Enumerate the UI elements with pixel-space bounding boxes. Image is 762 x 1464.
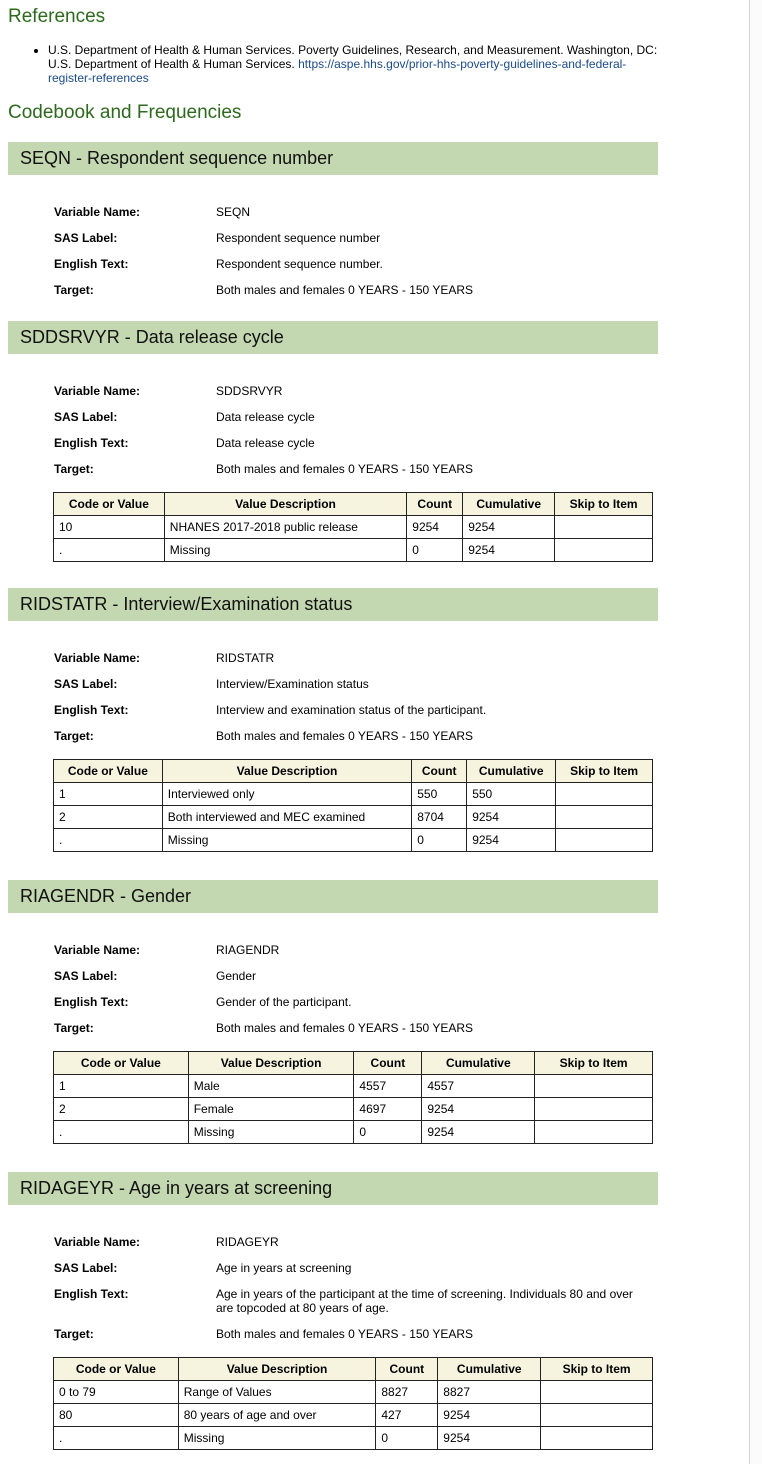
table-header-row [54,1358,653,1381]
english-text-value: Respondent sequence number. [216,257,383,271]
english-text-label: English Text: [54,1287,129,1301]
header-skip: Skip to Item [535,1052,653,1075]
cell-code: . [54,1427,179,1450]
english-text-value: Gender of the participant. [216,995,352,1009]
table-row [54,1427,653,1450]
variable-name-label: Variable Name: [54,205,141,219]
cell-skip [535,1121,653,1144]
cell-cumulative: 9254 [438,1427,541,1450]
cell-skip [541,1381,653,1404]
cell-code: . [54,829,163,852]
cell-skip [541,1404,653,1427]
cell-description: Both interviewed and MEC examined [162,806,411,829]
sas-label-value: Gender [216,969,257,983]
header-code: Code or Value [54,1358,179,1381]
table-row [54,806,653,829]
sas-label-value: Data release cycle [216,410,315,424]
sas-label-label: SAS Label: [54,677,118,691]
english-text-value: Interview and examination status of the participant. [216,703,487,717]
target-value: Both males and females 0 YEARS - 150 YEARS [216,1021,474,1035]
table-row [54,1381,653,1404]
cell-description: Missing [162,829,411,852]
header-description: Value Description [188,1052,354,1075]
target-value: Both males and females 0 YEARS - 150 YEARS [216,462,474,476]
sas-label-label: SAS Label: [54,969,118,983]
cell-code: . [54,1121,189,1144]
header-cumulative: Cumulative [422,1052,535,1075]
english-text-label: English Text: [54,257,129,271]
cell-code: 1 [54,1075,189,1098]
table-row [54,1075,653,1098]
cell-code: 10 [54,516,165,539]
variable-header-seqn: SEQN - Respondent sequence number [8,142,658,175]
table-row [54,1098,653,1121]
cell-code: 2 [54,1098,189,1121]
cell-count: 0 [376,1427,438,1450]
codebook-heading: Codebook and Frequencies [8,102,242,123]
table-row [54,1404,653,1427]
table-row [54,539,653,562]
cell-skip [541,1427,653,1450]
sas-label-value: Age in years at screening [216,1261,352,1275]
cell-skip [555,539,653,562]
cell-count: 4697 [354,1098,422,1121]
vertical-scrollbar[interactable] [749,0,762,1464]
cell-description: Female [188,1098,354,1121]
header-skip: Skip to Item [541,1358,653,1381]
header-count: Count [407,493,463,516]
cell-code: . [54,539,165,562]
cell-description: Missing [178,1427,376,1450]
cell-cumulative: 9254 [438,1404,541,1427]
target-value: Both males and females 0 YEARS - 150 YEARS [216,729,474,743]
cell-count: 4557 [354,1075,422,1098]
sas-label-value: Interview/Examination status [216,677,369,691]
target-label: Target: [54,729,94,743]
reference-item [48,43,658,85]
cell-skip [535,1098,653,1121]
table-row [54,783,653,806]
cell-cumulative: 9254 [463,539,555,562]
target-label: Target: [54,283,94,297]
variable-header-riagendr: RIAGENDR - Gender [8,880,658,913]
cell-skip [556,783,653,806]
target-label: Target: [54,462,94,476]
header-count: Count [412,760,467,783]
target-label: Target: [54,1327,94,1341]
variable-name-label: Variable Name: [54,651,141,665]
cell-count: 8827 [376,1381,438,1404]
cell-cumulative: 9254 [463,516,555,539]
sas-label-label: SAS Label: [54,1261,118,1275]
table-header-row [54,1052,653,1075]
cell-description: Interviewed only [162,783,411,806]
cell-cumulative: 9254 [467,806,556,829]
english-text-label: English Text: [54,436,129,450]
sas-label-label: SAS Label: [54,410,118,424]
cell-count: 0 [412,829,467,852]
variable-header-ridstatr: RIDSTATR - Interview/Examination status [8,588,658,621]
cell-code: 0 to 79 [54,1381,179,1404]
header-count: Count [354,1052,422,1075]
cell-description: Missing [164,539,406,562]
cell-count: 0 [407,539,463,562]
cell-cumulative: 4557 [422,1075,535,1098]
header-code: Code or Value [54,760,163,783]
sas-label-value: Respondent sequence number [216,231,381,245]
variable-name-value: SEQN [216,205,251,219]
reference-text: U.S. Department of Health & Human Services. Poverty Guidelines, Research, and Measurement. Washington, DC: U.S. Department of Health & Human Services. [48,43,658,71]
english-text-value: Data release cycle [216,436,315,450]
cell-count: 9254 [407,516,463,539]
cell-cumulative: 550 [467,783,556,806]
cell-count: 550 [412,783,467,806]
header-skip: Skip to Item [555,493,653,516]
cell-code: 80 [54,1404,179,1427]
cell-description: Range of Values [178,1381,376,1404]
header-description: Value Description [164,493,406,516]
cell-count: 8704 [412,806,467,829]
sas-label-label: SAS Label: [54,231,118,245]
cell-description: Male [188,1075,354,1098]
variable-header-ridageyr: RIDAGEYR - Age in years at screening [8,1172,658,1205]
cell-cumulative: 9254 [422,1121,535,1144]
header-description: Value Description [162,760,411,783]
references-list [8,43,658,85]
variable-name-label: Variable Name: [54,1235,141,1249]
variable-name-value: RIDAGEYR [216,1235,279,1249]
cell-cumulative: 9254 [422,1098,535,1121]
cell-code: 2 [54,806,163,829]
variable-name-value: SDDSRVYR [216,384,283,398]
table-row [54,516,653,539]
reference-link[interactable]: https://aspe.hhs.gov/prior-hhs-poverty-guidelines-and-federal-register-references [48,57,627,85]
target-value: Both males and females 0 YEARS - 150 YEARS [216,283,474,297]
table-header-row [54,760,653,783]
frequency-table-riagendr [53,1051,653,1144]
header-cumulative: Cumulative [438,1358,541,1381]
target-label: Target: [54,1021,94,1035]
cell-count: 0 [354,1121,422,1144]
header-code: Code or Value [54,493,165,516]
table-row [54,829,653,852]
cell-description: 80 years of age and over [178,1404,376,1427]
variable-name-value: RIDSTATR [216,651,275,665]
cell-description: NHANES 2017-2018 public release [164,516,406,539]
header-cumulative: Cumulative [463,493,555,516]
cell-count: 427 [376,1404,438,1427]
frequency-table-ridstatr [53,759,653,852]
header-cumulative: Cumulative [467,760,556,783]
english-text-value: Age in years of the participant at the time of screening. Individuals 80 and over are topcoded at 80 years of age. [216,1287,633,1315]
variable-name-label: Variable Name: [54,384,141,398]
cell-skip [555,516,653,539]
cell-code: 1 [54,783,163,806]
variable-name-label: Variable Name: [54,943,141,957]
header-count: Count [376,1358,438,1381]
table-row [54,1121,653,1144]
cell-skip [556,806,653,829]
target-value: Both males and females 0 YEARS - 150 YEARS [216,1327,474,1341]
english-text-label: English Text: [54,703,129,717]
references-heading: References [8,6,106,27]
cell-skip [535,1075,653,1098]
header-skip: Skip to Item [556,760,653,783]
cell-cumulative: 8827 [438,1381,541,1404]
header-description: Value Description [178,1358,376,1381]
frequency-table-ridageyr [53,1357,653,1450]
variable-name-value: RIAGENDR [216,943,280,957]
cell-cumulative: 9254 [467,829,556,852]
variable-header-sddsrvyr: SDDSRVYR - Data release cycle [8,321,658,354]
table-header-row [54,493,653,516]
cell-skip [556,829,653,852]
frequency-table-sddsrvyr [53,492,653,562]
cell-description: Missing [188,1121,354,1144]
header-code: Code or Value [54,1052,189,1075]
english-text-label: English Text: [54,995,129,1009]
